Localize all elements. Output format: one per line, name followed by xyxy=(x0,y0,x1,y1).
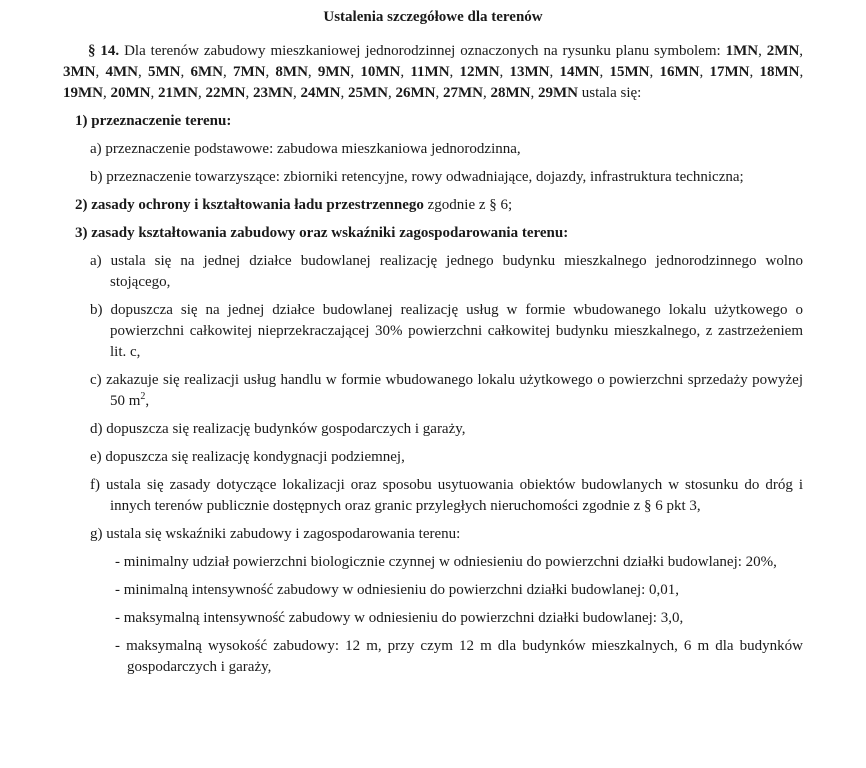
zone-symbol: 25MN xyxy=(348,85,388,101)
letter-item-b: b) przeznaczenie towarzyszące: zbiorniki retencyjne, rowy odwadniające, dojazdy, infrastruktura techniczna; xyxy=(90,169,744,185)
zone-symbol: 6MN xyxy=(190,64,223,80)
intro-lead-text: Dla terenów zabudowy mieszkaniowej jednorodzinnej oznaczonych na rysunku planu symbolem: xyxy=(124,43,721,59)
intro-paragraph xyxy=(63,41,803,104)
zone-symbol: 18MN xyxy=(759,64,800,80)
zone-symbol: 2MN xyxy=(766,43,800,59)
zone-symbol: 4MN xyxy=(105,64,138,80)
letter-item-c: c) zakazuje się realizacji usług handlu w formie wbudowanego lokalu użytkowego o powierzchni sprzedaży powyżej 50 $m^2$, xyxy=(90,372,803,409)
zone-symbol: 16MN xyxy=(659,64,700,80)
zone-symbol: 1MN xyxy=(725,43,759,59)
zone-symbol: 3MN xyxy=(63,64,96,80)
zone-symbol: 27MN xyxy=(443,85,483,101)
zone-symbol: 24MN xyxy=(300,85,341,101)
zone-symbol: 21MN xyxy=(158,85,198,101)
zone-symbol: 5MN xyxy=(147,64,181,80)
zone-symbol: 23MN xyxy=(253,85,293,101)
zone-symbol: 14MN xyxy=(559,64,600,80)
zone-symbol: 26MN xyxy=(395,85,436,101)
zone-symbol: 28MN xyxy=(490,85,531,101)
zone-symbol: 7MN xyxy=(232,64,266,80)
letter-item-b: b) dopuszcza się na jednej działce budowlanej realizację usług w formie wbudowanego lokalu użytkowego o powierzchni całkowitej nieprzekraczającej 30% powierzchni całkowitej budynku mieszkalnego, z zastrzeżeniem lit. c, xyxy=(90,302,803,360)
letter-item-g: g) ustala się wskaźniki zabudowy i zagospodarowania terenu: xyxy=(90,526,461,542)
intro-tail-text: ustala się: xyxy=(581,85,642,101)
numbered-item-3: 3) zasady kształtowania zabudowy oraz wskaźniki zagospodarowania terenu: xyxy=(75,225,569,241)
zone-symbol: 20MN xyxy=(110,85,151,101)
section-marker: § 14. xyxy=(88,43,120,59)
numbered-item-2: 2) zasady ochrony i kształtowania ładu przestrzennego zgodnie z § 6; xyxy=(75,197,513,213)
letter-item-e: e) dopuszcza się realizację kondygnacji podziemnej, xyxy=(90,449,405,465)
zone-symbol: 19MN xyxy=(63,85,103,101)
dash-item-1: - minimalny udział powierzchni biologicznie czynnej w odniesieniu do powierzchni działki budowlanej: 20%, xyxy=(115,554,777,570)
provisions-list xyxy=(63,111,803,678)
dash-item-4: - maksymalną wysokość zabudowy: 12 m, przy czym 12 m dla budynków mieszkalnych, 6 m dla budynków gospodarczych i garaży, xyxy=(115,638,803,675)
letter-item-f: f) ustala się zasady dotyczące lokalizacji oraz sposobu usytuowania obiektów budowlanych w stosunku do dróg i innych terenów publicznie dostępnych oraz granic przyległych nieruchomości zgodnie z § 6 pkt 3, xyxy=(90,477,803,514)
letter-item-a: a) przeznaczenie podstawowe: zabudowa mieszkaniowa jednorodzinna, xyxy=(90,141,521,157)
page-title: Ustalenia szczegółowe dla terenów xyxy=(323,9,543,25)
zone-symbol: 10MN xyxy=(360,64,401,80)
numbered-item-1: 1) przeznaczenie terenu: xyxy=(75,113,232,129)
zone-symbol: 22MN xyxy=(205,85,246,101)
zone-symbol: 11MN xyxy=(410,64,450,80)
zone-symbol: 15MN xyxy=(609,64,650,80)
zone-symbol: 13MN xyxy=(509,64,550,80)
dash-item-3: - maksymalną intensywność zabudowy w odniesieniu do powierzchni działki budowlanej: 3,0, xyxy=(115,610,684,626)
zone-symbol: 9MN xyxy=(317,64,351,80)
letter-item-a: a) ustala się na jednej działce budowlanej realizację jednego budynku mieszkalnego jednorodzinnego wolno stojącego, xyxy=(90,253,803,290)
superscript: 2 xyxy=(140,391,146,402)
zone-symbol: 17MN xyxy=(709,64,750,80)
dash-item-2: - minimalną intensywność zabudowy w odniesieniu do powierzchni działki budowlanej: 0,01, xyxy=(115,582,680,598)
zone-symbol: 12MN xyxy=(459,64,500,80)
zone-symbols-list: 1MN, 2MN, 3MN, 4MN, 5MN, 6MN, 7MN, 8MN, 9MN, 10MN, 11MN, 12MN, 13MN, 14MN, 15MN, 16MN, 17MN, 18MN, 19MN, 20MN, 21MN, 22MN, 23MN, 24MN, 25MN, 26MN, 27MN, 28MN, 29MN xyxy=(63,43,804,101)
zone-symbol: 29MN xyxy=(538,85,578,101)
letter-item-d: d) dopuszcza się realizację budynków gospodarczych i garaży, xyxy=(90,421,466,437)
zone-symbol: 8MN xyxy=(275,64,308,80)
